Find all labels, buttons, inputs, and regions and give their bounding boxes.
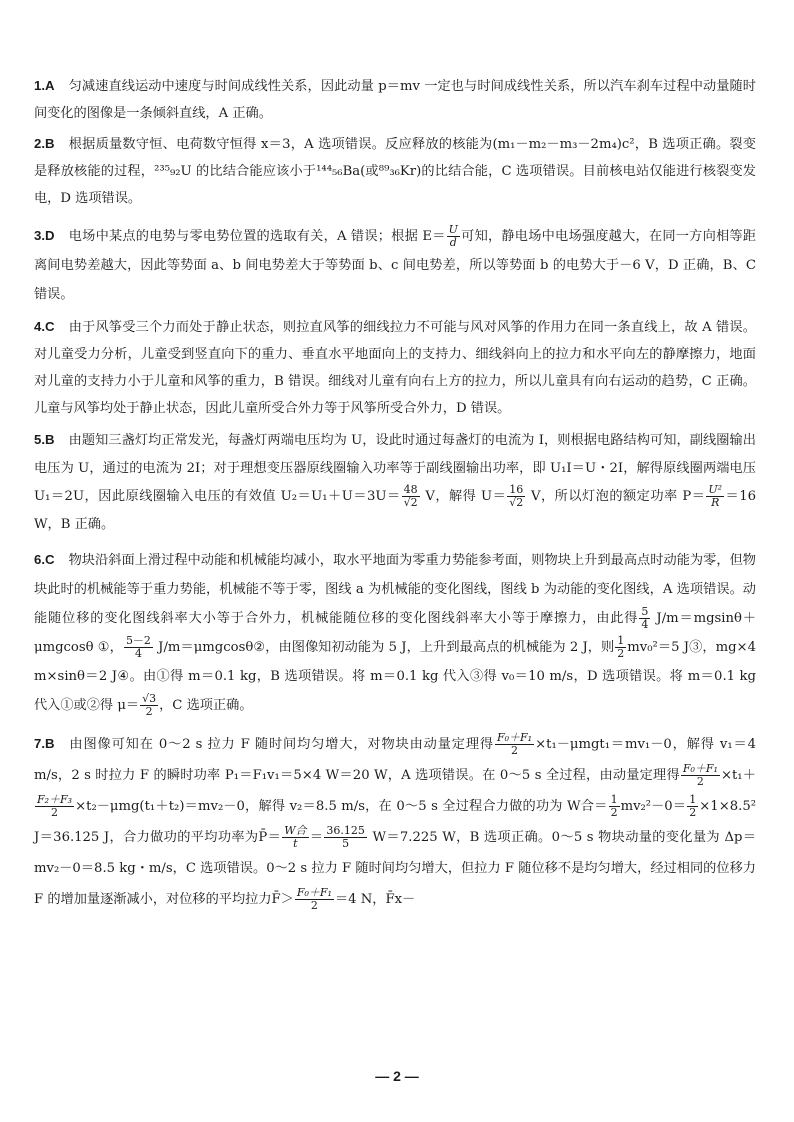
solution-paragraph bbox=[34, 545, 756, 720]
fraction-numerator: F₂＋F₃ bbox=[37, 793, 73, 806]
fraction bbox=[495, 732, 534, 757]
fraction bbox=[609, 794, 620, 819]
solution-page bbox=[34, 72, 756, 915]
item-text: ＝4 N，F̄x－ bbox=[334, 892, 416, 907]
fraction-denominator: 2 bbox=[696, 775, 704, 788]
fraction-denominator: 2 bbox=[51, 806, 59, 819]
fraction bbox=[140, 693, 158, 718]
item-text: ，C 选项正确。 bbox=[159, 698, 253, 713]
item-text: 由题知三盏灯均正常发光，每盏灯两端电压均为 U，设此时通过每盏灯的电流为 I，则根据电路结构可知，副线圈输出电压为 U，通过的电流为 2I；对于理想变压器原线圈输入功率等于副线圈输出功率，即 U₁I＝U・2I，解得原线圈两端电压 U₁＝2U，因此原线圈输入电压的有效值 U₂＝U₁＋U＝3U＝ bbox=[34, 433, 756, 504]
fraction-denominator: d bbox=[449, 236, 457, 249]
solution-item-7 bbox=[34, 728, 756, 915]
fraction-numerator: W合 bbox=[284, 824, 307, 837]
solution-paragraph bbox=[34, 72, 756, 127]
fraction-numerator: 1 bbox=[610, 793, 618, 806]
item-answer: D bbox=[45, 228, 55, 243]
fraction-numerator: √3 bbox=[142, 692, 157, 705]
fraction-numerator: F₀＋F₁ bbox=[682, 762, 718, 775]
fraction-numerator: 5－2 bbox=[125, 634, 151, 647]
item-answer: C bbox=[45, 552, 55, 567]
fraction-numerator: 1 bbox=[617, 634, 625, 647]
solution-paragraph bbox=[34, 130, 756, 212]
fraction-numerator: U² bbox=[708, 483, 723, 496]
item-answer: C bbox=[45, 319, 55, 334]
solution-item-3 bbox=[34, 221, 756, 309]
solution-item-6 bbox=[34, 545, 756, 720]
item-text: 根据质量数守恒、电荷数守恒得 x＝3，A 选项错误。反应释放的核能为(m₁－m₂－m₃－2m₄)c²，B 选项正确。裂变是释放核能的过程，²³⁵₉₂U 的比结合能应该小于¹⁴⁴₅₆Ba(或⁸⁹₃₆Kr)的比结合能，C 选项错误。目前核电站仅能进行核裂变发电，D 选项错误。 bbox=[34, 137, 756, 206]
item-answer: B bbox=[45, 136, 55, 151]
item-text: 由于风筝受三个力而处于静止状态，则拉直风筝的细线拉力不可能与风对风筝的作用力在同一条直线上，故 A 错误。对儿童受力分析，儿童受到竖直向下的重力、垂直水平地面向上的支持力、细线斜向上的拉力和水平向左的静摩擦力，地面对儿童的支持力小于儿童和风筝的重力，B 错误。细线对儿童有向右上方的拉力，所以儿童具有向右运动的趋势，C 正确。儿童与风筝均处于静止状态，因此儿童所受合外力等于风筝所受合外力，D 错误。 bbox=[34, 320, 756, 416]
item-text: ＝16 W，B 正确。 bbox=[34, 489, 757, 532]
item-number: 5. bbox=[34, 432, 45, 447]
fraction bbox=[639, 606, 650, 631]
item-text: mv₂²－0＝ bbox=[620, 799, 687, 814]
fraction-numerator: 48 bbox=[402, 484, 420, 497]
fraction-numerator: 1 bbox=[689, 793, 697, 806]
page-number: — 2 — bbox=[375, 1068, 419, 1084]
solution-paragraph bbox=[34, 313, 756, 422]
fraction bbox=[507, 484, 525, 509]
fraction bbox=[706, 484, 724, 509]
fraction-denominator: √2 bbox=[509, 496, 524, 509]
fraction-numerator: 36.125 bbox=[326, 824, 365, 837]
item-text: W＝7.225 W，B 选项正确。0～5 s 物块动量的变化量为 Δp＝mv₂－0＝8.5 kg・m/s，C 选项错误。0～2 s 拉力 F 随时间均匀增大，但拉力 F 随位移不是均匀增大，经过相同的位移力 F 的增加量逐渐减小，对位移的平均拉力F̄＞ bbox=[34, 830, 757, 907]
item-text: V，所以灯泡的额定功率 P＝ bbox=[526, 489, 706, 504]
fraction bbox=[35, 794, 74, 819]
fraction-denominator: √2 bbox=[403, 496, 418, 509]
item-answer: A bbox=[45, 78, 55, 93]
fraction-denominator: 2 bbox=[689, 806, 697, 819]
item-number: 3. bbox=[34, 228, 45, 243]
fraction-denominator: R bbox=[711, 496, 720, 509]
item-text: 可知，静电场中电场强度越大，在同一方向相等距离间电势差越大，因此等势面 a、b 间电势差大于等势面 b、c 间电势差，所以等势面 b 的电势大于－6 V，D 正确，B、C 错误。 bbox=[34, 229, 756, 302]
solution-paragraph bbox=[34, 221, 756, 309]
item-text: mv₀²＝5 J③，mg×4 m×sinθ＝2 J④。由①得 m＝0.1 kg，B 选项错误。将 m＝0.1 kg 代入③得 v₀＝10 m/s，D 选项错误。将 m＝0.1 kg 代入①或②得 μ＝ bbox=[34, 640, 756, 713]
item-text: ×t₁＋ bbox=[720, 768, 756, 783]
item-text: 物块沿斜面上滑过程中动能和机械能均减小，取水平地面为零重力势能参考面，则物块上升到最高点时动能为零，但物块此时的机械能等于重力势能，机械能不等于零，图线 a 为机械能的变化图线，图线 b 为动能的变化图线，A 选项错误。动能随位移的变化图线斜率大小等于合外力，机械能随位移的变化图线斜率大小等于摩擦力，由此得 bbox=[34, 553, 756, 626]
fraction bbox=[681, 763, 720, 788]
solution-item-4 bbox=[34, 313, 756, 422]
item-text: 匀减速直线运动中速度与时间成线性关系，因此动量 p＝mv 一定也与时间成线性关系，所以汽车刹车过程中动量随时间变化的图像是一条倾斜直线，A 正确。 bbox=[34, 79, 756, 121]
fraction-denominator: 2 bbox=[511, 744, 519, 757]
solution-item-5 bbox=[34, 426, 756, 539]
fraction-denominator: t bbox=[293, 837, 298, 850]
item-text: ×t₁－μmgt₁＝mv₁－0，解得 v₁＝4 m/s，2 s 时拉力 F 的瞬时功率 P₁＝F₁v₁＝5×4 W＝20 W，A 选项错误。在 0～5 s 全过程，由动量定理得 bbox=[34, 737, 756, 783]
fraction-denominator: 2 bbox=[310, 899, 318, 912]
fraction-numerator: F₀＋F₁ bbox=[497, 731, 533, 744]
solution-paragraph bbox=[34, 728, 756, 915]
fraction bbox=[615, 635, 626, 660]
fraction-numerator: F₀＋F₁ bbox=[296, 886, 332, 899]
item-text: J/m＝mgsinθ＋μmgcosθ ①， bbox=[34, 611, 756, 655]
fraction-denominator: 5 bbox=[342, 837, 350, 850]
fraction bbox=[447, 224, 460, 249]
fraction-denominator: 2 bbox=[610, 806, 618, 819]
solution-item-2 bbox=[34, 130, 756, 212]
solution-paragraph bbox=[34, 426, 756, 539]
fraction-denominator: 4 bbox=[134, 647, 142, 660]
item-number: 4. bbox=[34, 319, 45, 334]
fraction-numerator: U bbox=[448, 223, 458, 236]
fraction bbox=[324, 825, 367, 850]
fraction-denominator: 2 bbox=[145, 705, 153, 718]
item-number: 7. bbox=[34, 736, 45, 751]
solution-item-1 bbox=[34, 72, 756, 127]
item-text: ×1×8.5² J＝36.125 J，合力做功的平均功率为P̄＝ bbox=[34, 799, 756, 845]
fraction bbox=[282, 825, 308, 850]
fraction-denominator: 2 bbox=[617, 647, 625, 660]
fraction bbox=[402, 484, 420, 509]
fraction bbox=[687, 794, 698, 819]
item-number: 1. bbox=[34, 78, 45, 93]
fraction-numerator: 16 bbox=[507, 484, 525, 497]
item-text: ×t₂－μmg(t₁＋t₂)＝mv₂－0，解得 v₂＝8.5 m/s，在 0～5 s 全过程合力做的功为 W合＝ bbox=[75, 799, 608, 814]
fraction-numerator: 5 bbox=[641, 605, 649, 618]
item-number: 2. bbox=[34, 136, 45, 151]
item-answer: B bbox=[45, 736, 55, 751]
item-text: 电场中某点的电势与零电势位置的选取有关，A 错误；根据 E＝ bbox=[68, 229, 446, 244]
fraction bbox=[295, 887, 334, 912]
fraction bbox=[124, 635, 153, 660]
fraction-denominator: 4 bbox=[641, 618, 649, 631]
item-text: ＝ bbox=[309, 830, 324, 845]
item-text: 由图像可知在 0～2 s 拉力 F 随时间均匀增大，对物块由动量定理得 bbox=[68, 737, 494, 752]
item-answer: B bbox=[45, 432, 55, 447]
item-text: V，解得 U＝ bbox=[420, 489, 507, 504]
item-text: J/m＝μmgcosθ②，由图像知初动能为 5 J，上升到最高点的机械能为 2 J，则 bbox=[153, 640, 615, 655]
item-number: 6. bbox=[34, 552, 45, 567]
